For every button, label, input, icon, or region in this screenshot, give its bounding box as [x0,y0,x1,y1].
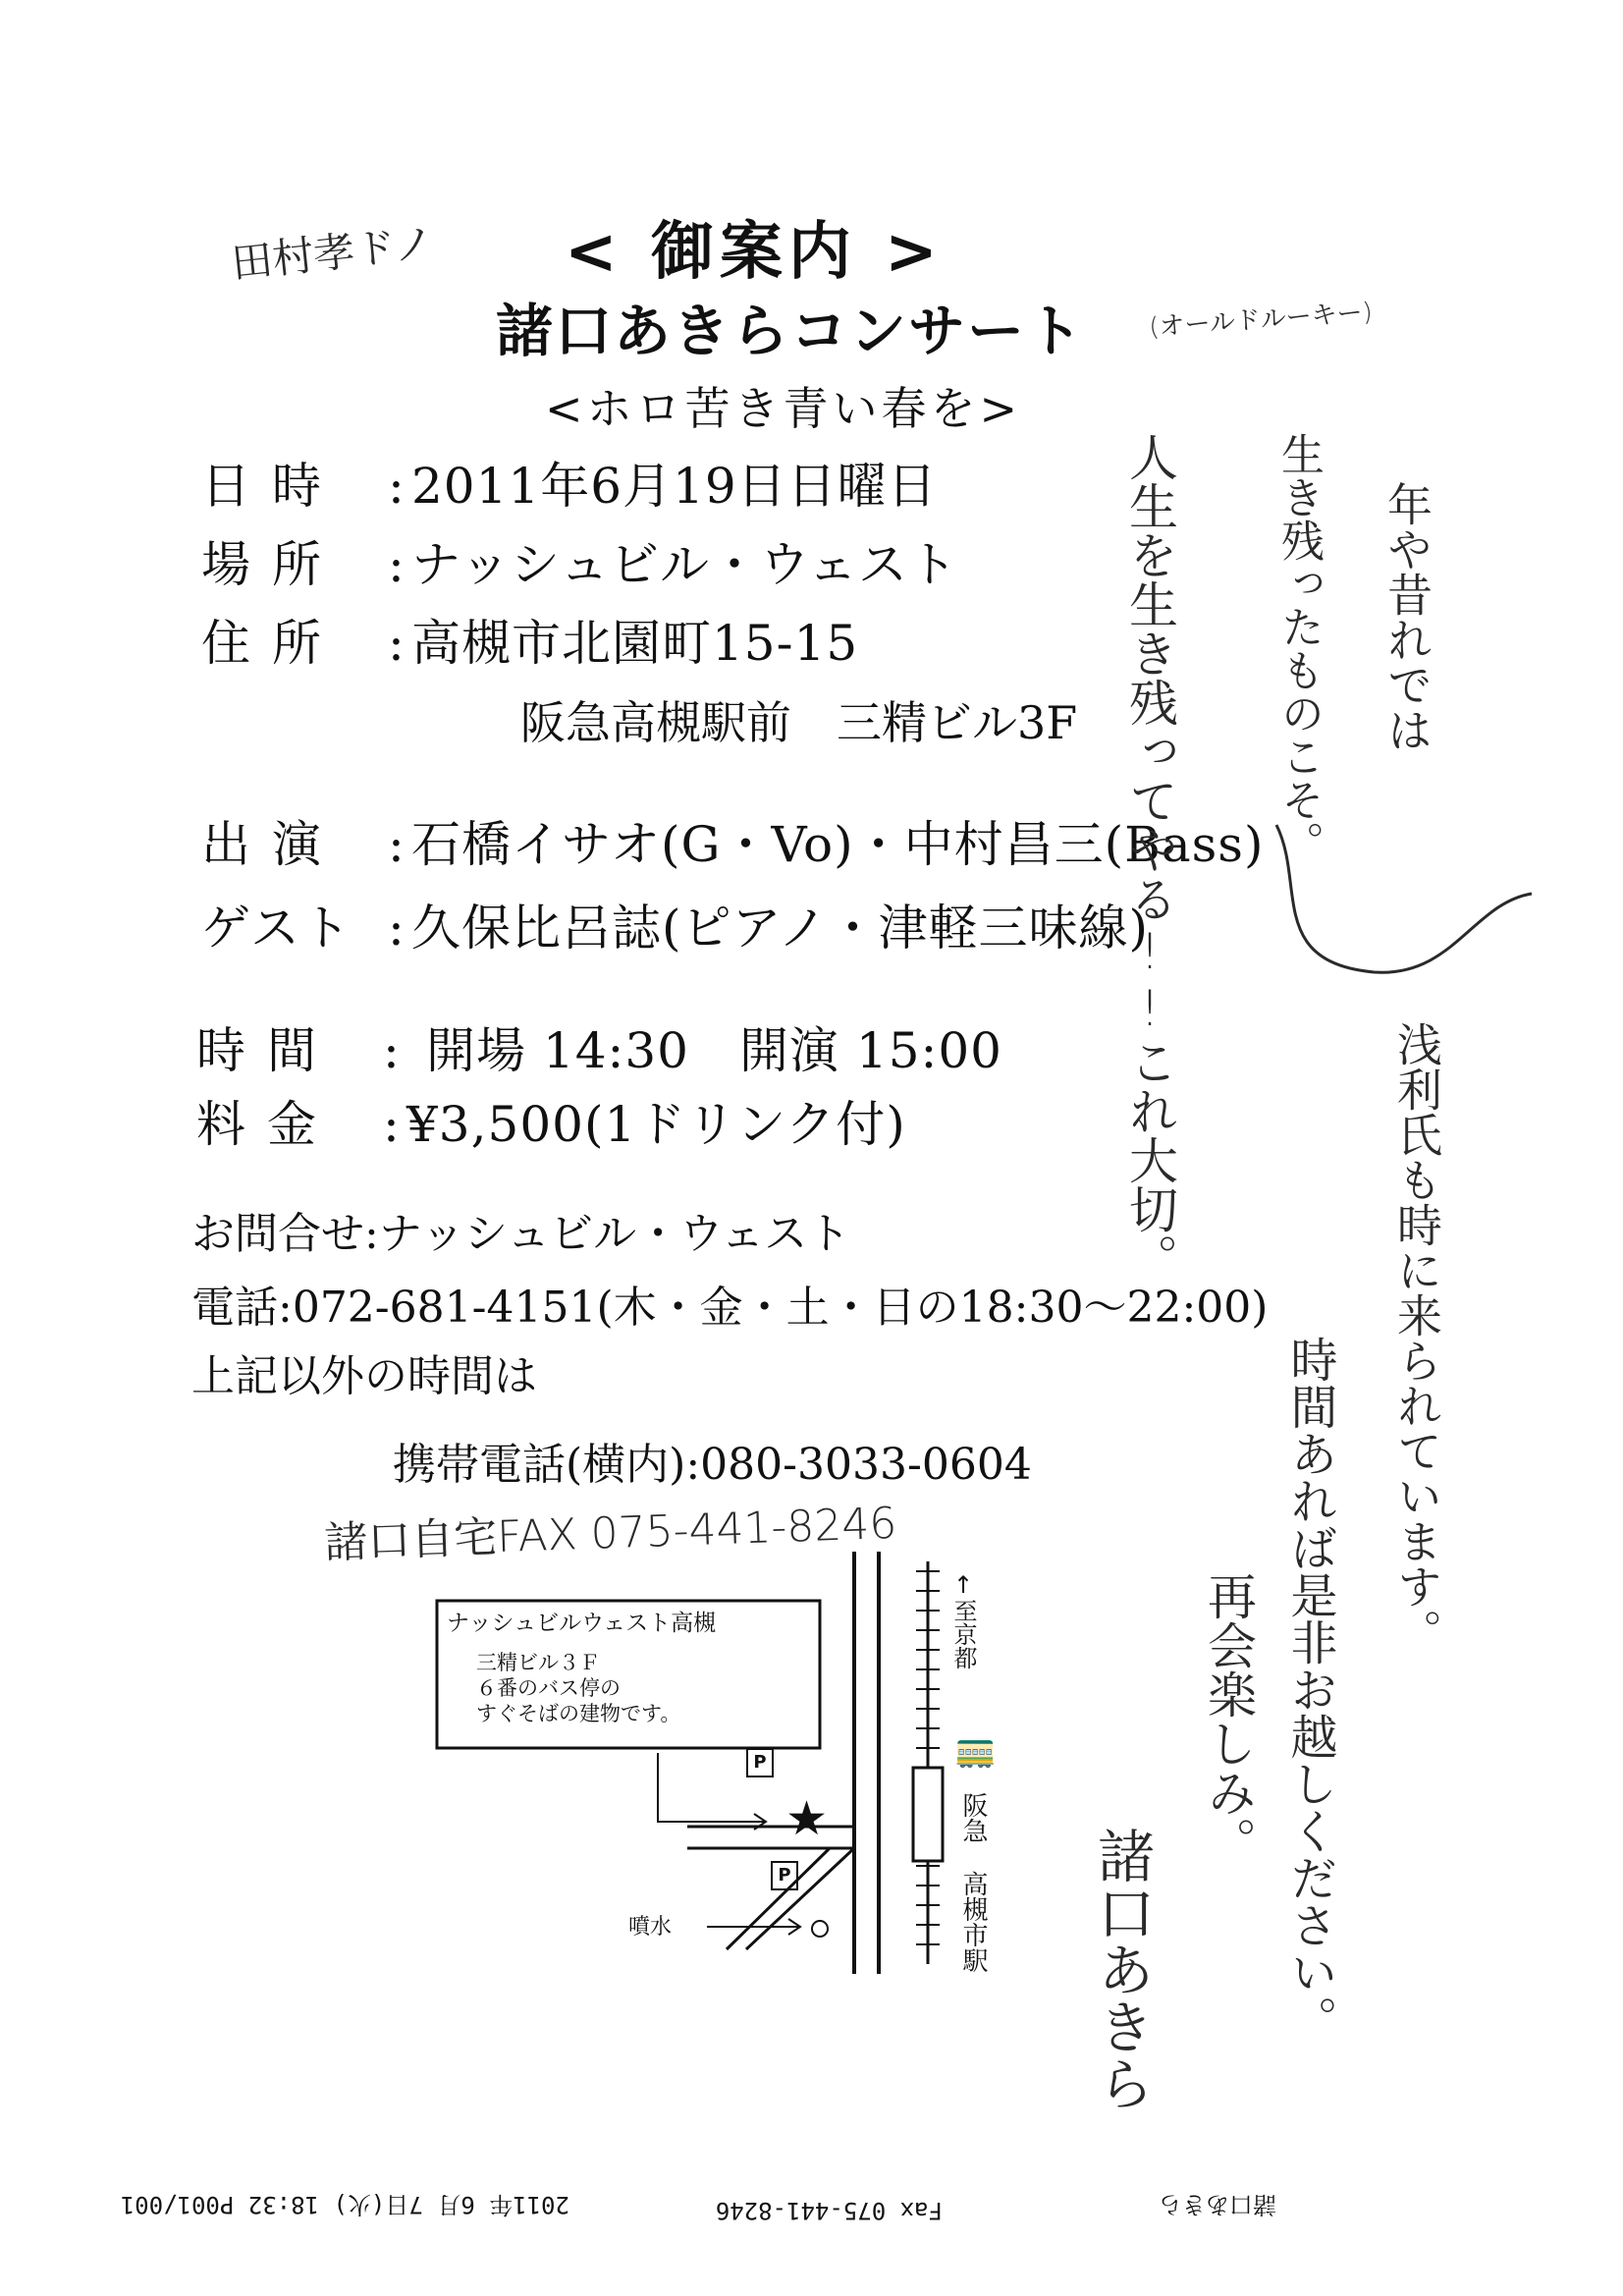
parking-icon: P [771,1861,798,1890]
map-to-kyoto: ↑至京都 [949,1571,977,1669]
fax-footer [120,2185,1276,2224]
venue-value: ナッシュビル・ウェスト [411,536,958,593]
concert-tagline: <ホロ苦き青い春を> [545,382,1022,435]
fee-row: 料金 : ¥3,500(1ドリンク付) [196,1085,906,1156]
time-value: 開場 14:30 開演 15:00 [426,1022,1002,1079]
time-row: 時間 : 開場 14:30 開演 15:00 [196,1011,1002,1082]
map-building: 三精ビル３Ｆ [476,1651,600,1674]
date-row: 日時 : 2011年6月19日日曜日 [201,447,938,518]
performers-row: 出演 : 石橋イサオ(G・Vo)・中村昌三(Bass) [201,805,1264,876]
time-label: 時間 [196,1022,338,1079]
phone: 電話:072-681-4151(木・金・土・日の18:30～22:00) [191,1283,1269,1333]
handwritten-signature: 諸口あきら [1088,1827,1155,2111]
map-bus-stop-1: ６番のバス停の [476,1676,621,1700]
map-venue-name: ナッシュビルウェスト高槻 [447,1611,717,1636]
venue-label: 場所 [201,536,343,593]
handwritten-genre-note: (オールドルーキー) [1148,298,1374,343]
fax-footer-sender: 諸口あきら [1159,2191,1276,2218]
parking-icon: P [746,1748,774,1777]
date-value: 2011年6月19日日曜日 [411,458,938,515]
map-fountain-label: 噴水 [628,1915,673,1940]
handwritten-note-col6: 再会楽しみ。 [1200,1571,1257,1866]
address-label: 住所 [201,615,343,672]
inquiry: お問合せ:ナッシュビル・ウェスト [191,1209,851,1259]
train-icon: 🚃 [954,1730,997,1770]
venue-row: 場所 : ナッシュビル・ウェスト [201,525,958,596]
date-label: 日時 [201,458,343,515]
map-line-name: 阪急 [958,1792,988,1843]
address-row: 住所 : 高槻市北園町15-15 [201,604,858,675]
handwritten-addressee: 田村孝ドノ [229,218,437,288]
handwritten-note-col4: 浅利氏も時に来られています。 [1390,1021,1443,1654]
handwritten-note-col5: 時間あれば是非お越しください。 [1282,1336,1337,2043]
concert-title: 諸口あきらコンサート [496,298,1086,364]
performers-label: 出演 [201,816,343,873]
map-bus-stop-2: すぐそばの建物です。 [476,1702,681,1725]
address-line2: 阪急高槻駅前 三精ビル3F [520,696,1078,749]
venue-star-icon: ★ [785,1791,829,1846]
handwritten-note-col3: 年や昔れでは [1380,481,1434,752]
fax-footer-timestamp: 2011年 6月 7日(火) 18:32 P001/001 [120,2191,569,2218]
guest-value: 久保比呂誌(ピアノ・津軽三味線) [411,900,1150,957]
fee-label: 料金 [196,1096,338,1153]
fax-footer-number: Fax 075-441-8246 [715,2197,943,2224]
flyer-title: < 御案内 > [565,216,944,289]
performers-value: 石橋イサオ(G・Vo)・中村昌三(Bass) [411,816,1265,873]
mobile-phone: 携帯電話(横内):080-3033-0604 [393,1440,1032,1490]
handwritten-note-col2: 生き残ったものこそ。 [1273,432,1324,864]
guest-label: ゲスト [201,900,352,957]
address-value: 高槻市北園町15-15 [411,615,859,672]
fee-value: ¥3,500(1ドリンク付) [406,1096,906,1153]
handwritten-note-col1: 人生を生き残ってやる!!これ大切。 [1121,432,1178,1283]
guest-row: ゲスト : 久保比呂誌(ピアノ・津軽三味線) [201,889,1149,959]
map-station: 高槻市駅 [958,1871,988,1973]
other-times: 上記以外の時間は [191,1351,537,1401]
handwritten-fax-note: 諸口自宅FAX 075-441-8246 [323,1498,898,1569]
